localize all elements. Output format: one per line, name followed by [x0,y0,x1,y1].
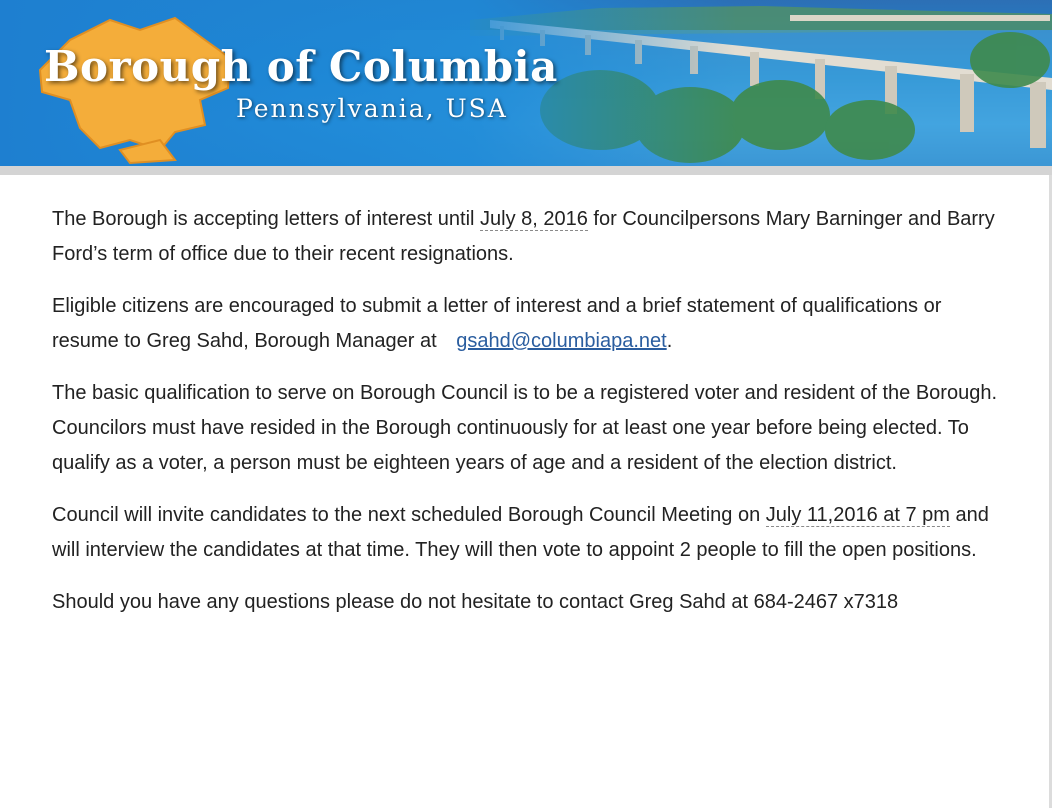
notice-paragraph-5: Should you have any questions please do not hesitate to contact Greg Sahd at 684-2467 x7318 [52,591,899,613]
meeting-date: July 11,2016 at 7 pm [765,504,950,526]
site-title: Borough of Columbia [44,42,558,91]
notice-paragraph-4 [52,498,1002,568]
p4-text-before: Council will invite candidates to the next scheduled Borough Council Meeting on [52,504,766,526]
email-link[interactable]: gsahd@columbiapa.net [456,330,667,352]
p2-text-after: . [666,330,673,352]
notice-content [52,202,1002,637]
notice-paragraph-3: The basic qualification to serve on Borough Council is to be a registered voter and resident of the Borough. Councilors must have resided in the Borough continuously for at least one year before being elected. To qualify as a voter, a person must be eighteen years of age and a resident of the election district. [52,382,998,474]
site-subtitle: Pennsylvania, USA [236,94,508,123]
deadline-date: July 8, 2016 [480,208,588,230]
notice-paragraph-1 [52,202,1002,272]
notice-paragraph-2 [52,289,1002,359]
p2-text-before: Eligible citizens are encouraged to submit a letter of interest and a brief statement of qualifications or resume to Greg Sahd, Borough Manager at [52,295,942,352]
p1-text-before: The Borough is accepting letters of interest until [52,208,481,230]
p4-text-after: and will interview the candidates at that time. They will then vote to appoint 2 people to fill the open positions. [52,504,989,561]
header-divider [0,166,1052,175]
site-header [0,0,1052,166]
p1-text-after: for Councilpersons Mary Barninger and Barry Ford’s term of office due to their recent resignations. [52,208,995,265]
